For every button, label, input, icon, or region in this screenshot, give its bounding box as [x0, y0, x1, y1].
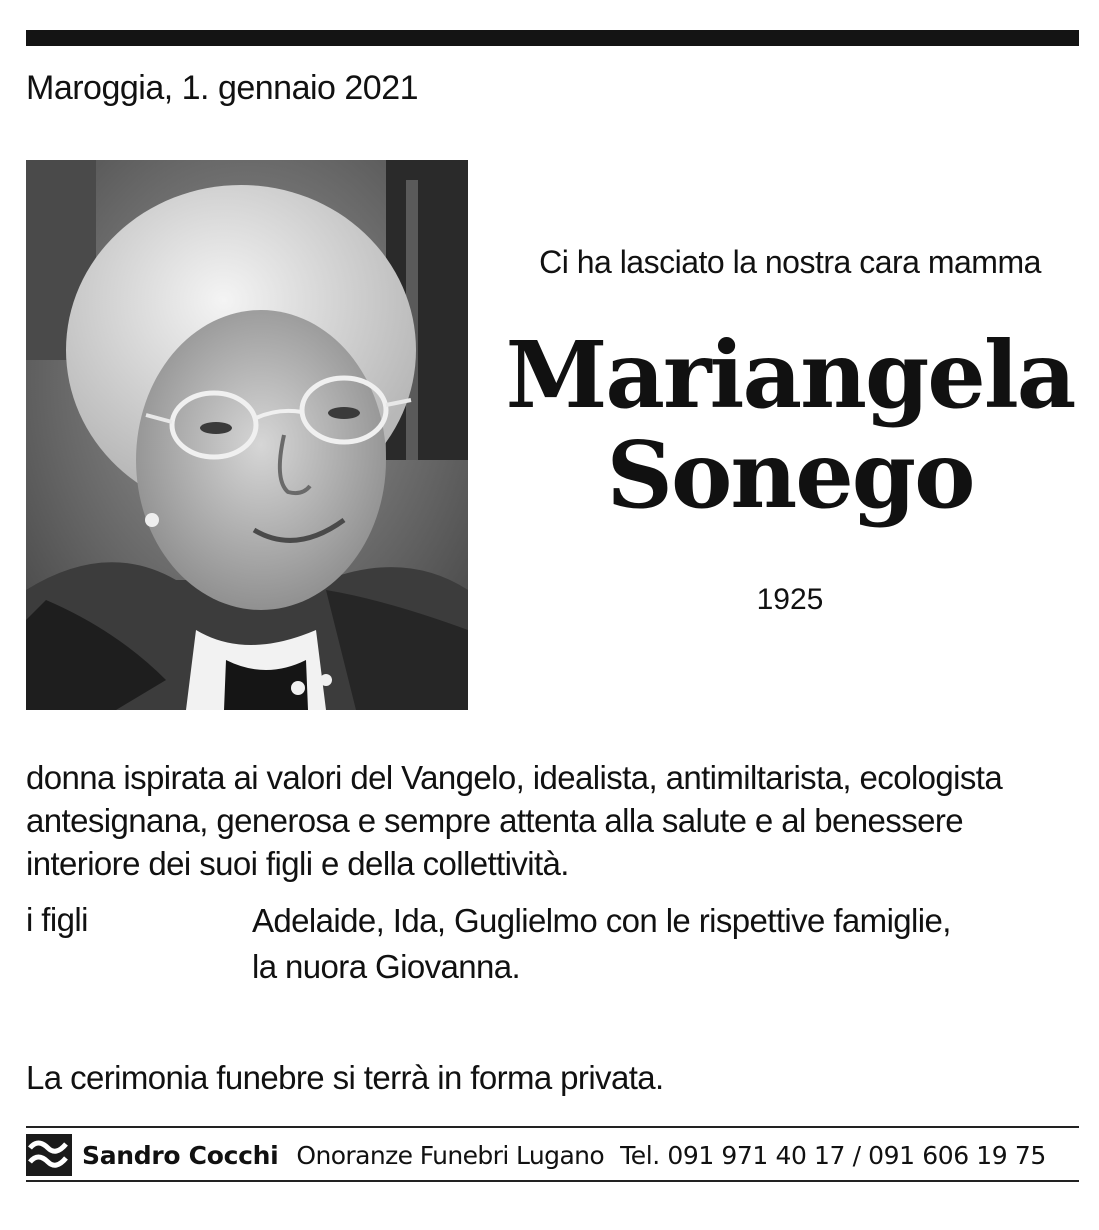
- family-line: la nuora Giovanna.: [252, 948, 521, 985]
- first-name: Mariangela: [505, 321, 1075, 429]
- portrait-photo: [26, 160, 468, 710]
- top-rule: [26, 30, 1079, 46]
- family-names: [252, 898, 951, 990]
- family-line: Adelaide, Ida, Guglielmo con le rispettive famiglie,: [252, 902, 951, 939]
- footer-top-rule: [26, 1126, 1079, 1128]
- sandro-cocchi-logo-icon: [26, 1134, 72, 1176]
- description: [26, 756, 1086, 885]
- funeral-home-company: Onoranze Funebri Lugano: [296, 1140, 605, 1170]
- funeral-home-phones: Tel. 091 971 40 17 / 091 606 19 75: [620, 1140, 1046, 1170]
- last-name: Sonego: [606, 421, 974, 529]
- ceremony-note: La cerimonia funebre si terrà in forma privata.: [26, 1059, 664, 1096]
- birth-year: 1925: [756, 583, 824, 616]
- footer-bottom-rule: [26, 1180, 1079, 1182]
- family-label: i figli: [26, 901, 88, 938]
- funeral-home-brand: Sandro Cocchi: [82, 1140, 279, 1170]
- place-date: Maroggia, 1. gennaio 2021: [26, 69, 419, 107]
- description-line: interiore dei suoi figli e della collettività.: [26, 845, 569, 882]
- description-line: antesignana, generosa e sempre attenta alla salute e al benessere: [26, 802, 963, 839]
- deceased-name: [480, 321, 1099, 529]
- intro-text: Ci ha lasciato la nostra cara mamma: [539, 244, 1041, 280]
- footer: [26, 1132, 1079, 1178]
- description-line: donna ispirata ai valori del Vangelo, idealista, antimiltarista, ecologista: [26, 759, 1003, 796]
